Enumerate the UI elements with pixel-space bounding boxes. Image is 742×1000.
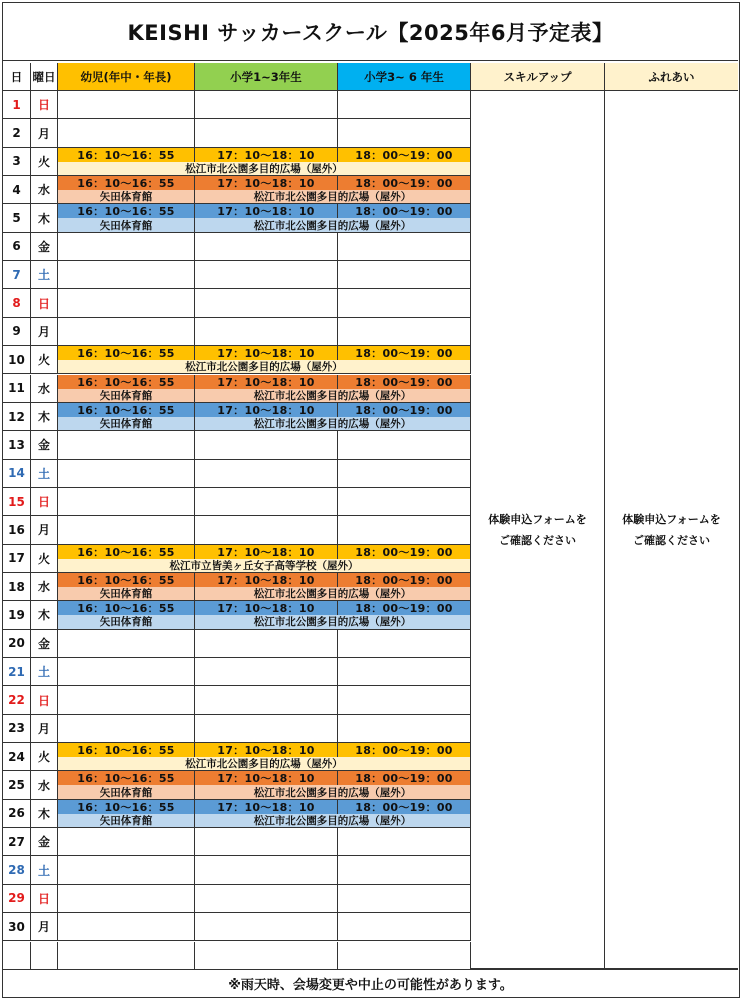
empty-cell (338, 119, 471, 147)
time-slot-youji: 16：10〜16：55 (58, 204, 195, 218)
weekday-label: 土 (31, 658, 58, 686)
empty-cell (338, 91, 471, 119)
empty-cell (338, 233, 471, 261)
empty-cell (58, 828, 195, 856)
empty-cell (58, 686, 195, 714)
day-number (3, 942, 31, 970)
weekday-label: 月 (31, 516, 58, 544)
empty-cell (338, 488, 471, 516)
day-number: 4 (3, 176, 31, 204)
time-slot-youji: 16：10〜16：55 (58, 148, 195, 162)
time-slot-sho13: 17：10〜18：10 (195, 403, 338, 417)
empty-cell (338, 261, 471, 289)
empty-cell (338, 686, 471, 714)
time-slot-sho13: 17：10〜18：10 (195, 346, 338, 360)
venue-label: 松江市北公園多目的広場（屋外） (195, 218, 471, 232)
time-slot-youji: 16：10〜16：55 (58, 771, 195, 785)
day-number: 21 (3, 658, 31, 686)
weekday-label: 金 (31, 828, 58, 856)
empty-cell (195, 516, 338, 544)
empty-cell (195, 261, 338, 289)
day-number: 24 (3, 743, 31, 771)
empty-cell (58, 431, 195, 459)
weekday-label: 土 (31, 856, 58, 884)
time-slot-youji: 16：10〜16：55 (58, 743, 195, 757)
venue-label: 松江市北公園多目的広場（屋外） (195, 785, 471, 799)
empty-cell (195, 686, 338, 714)
empty-cell (338, 942, 471, 970)
day-number: 3 (3, 148, 31, 176)
header-fureai: ふれあい (605, 63, 738, 91)
skillup-note-line2: ご確認ください (499, 533, 576, 547)
header-skillup: スキルアップ (471, 63, 605, 91)
time-slot-youji: 16：10〜16：55 (58, 573, 195, 587)
day-number: 13 (3, 431, 31, 459)
time-slot-sho36: 18：00〜19：00 (338, 601, 471, 615)
time-slot-sho36: 18：00〜19：00 (338, 176, 471, 190)
empty-cell (338, 516, 471, 544)
time-slot-sho36: 18：00〜19：00 (338, 204, 471, 218)
time-slot-sho36: 18：00〜19：00 (338, 573, 471, 587)
empty-cell (338, 658, 471, 686)
weekday-label: 日 (31, 885, 58, 913)
day-number: 27 (3, 828, 31, 856)
time-slot-sho13: 17：10〜18：10 (195, 573, 338, 587)
day-number: 8 (3, 289, 31, 317)
day-number: 18 (3, 573, 31, 601)
empty-cell (195, 856, 338, 884)
time-slot-sho13: 17：10〜18：10 (195, 743, 338, 757)
day-number: 29 (3, 885, 31, 913)
time-slot-sho36: 18：00〜19：00 (338, 346, 471, 360)
empty-cell (195, 318, 338, 346)
time-slot-youji: 16：10〜16：55 (58, 545, 195, 559)
venue-label: 矢田体育館 (58, 814, 195, 828)
weekday-label: 水 (31, 771, 58, 799)
empty-cell (195, 431, 338, 459)
weekday-label: 日 (31, 91, 58, 119)
empty-cell (58, 91, 195, 119)
weekday-label: 木 (31, 204, 58, 232)
venue-label: 矢田体育館 (58, 190, 195, 204)
weekday-label: 水 (31, 176, 58, 204)
weekday-label (31, 942, 58, 970)
venue-label: 松江市立皆美ヶ丘女子高等学校（屋外） (58, 559, 471, 573)
empty-cell (58, 516, 195, 544)
weekday-label: 日 (31, 289, 58, 317)
day-number: 2 (3, 119, 31, 147)
weekday-label: 木 (31, 403, 58, 431)
time-slot-youji: 16：10〜16：55 (58, 800, 195, 814)
empty-cell (58, 630, 195, 658)
empty-cell (195, 488, 338, 516)
day-number: 7 (3, 261, 31, 289)
header-day: 日 (3, 63, 31, 91)
time-slot-youji: 16：10〜16：55 (58, 601, 195, 615)
weekday-label: 金 (31, 431, 58, 459)
venue-label: 松江市北公園多目的広場（屋外） (195, 389, 471, 403)
empty-cell (338, 431, 471, 459)
empty-cell (338, 318, 471, 346)
empty-cell (58, 658, 195, 686)
weekday-label: 日 (31, 686, 58, 714)
time-slot-sho36: 18：00〜19：00 (338, 148, 471, 162)
time-slot-sho36: 18：00〜19：00 (338, 800, 471, 814)
time-slot-sho13: 17：10〜18：10 (195, 800, 338, 814)
empty-cell (58, 942, 195, 970)
venue-label: 矢田体育館 (58, 218, 195, 232)
weekday-label: 火 (31, 148, 58, 176)
day-number: 10 (3, 346, 31, 374)
weekday-label: 木 (31, 601, 58, 629)
time-slot-youji: 16：10〜16：55 (58, 176, 195, 190)
day-number: 30 (3, 913, 31, 941)
day-number: 28 (3, 856, 31, 884)
day-number: 5 (3, 204, 31, 232)
time-slot-sho13: 17：10〜18：10 (195, 204, 338, 218)
day-number: 20 (3, 630, 31, 658)
time-slot-sho13: 17：10〜18：10 (195, 148, 338, 162)
venue-label: 矢田体育館 (58, 615, 195, 629)
weekday-label: 月 (31, 119, 58, 147)
venue-label: 松江市北公園多目的広場（屋外） (58, 757, 471, 771)
weekday-label: 水 (31, 375, 58, 403)
venue-label: 矢田体育館 (58, 417, 195, 431)
venue-label: 松江市北公園多目的広場（屋外） (58, 360, 471, 374)
header-sho13: 小学1~3年生 (195, 63, 338, 91)
empty-cell (58, 856, 195, 884)
empty-cell (195, 913, 338, 941)
time-slot-sho13: 17：10〜18：10 (195, 176, 338, 190)
day-number: 15 (3, 488, 31, 516)
weekday-label: 金 (31, 630, 58, 658)
time-slot-sho36: 18：00〜19：00 (338, 771, 471, 785)
time-slot-sho13: 17：10〜18：10 (195, 601, 338, 615)
weekday-label: 月 (31, 318, 58, 346)
weekday-label: 月 (31, 715, 58, 743)
empty-cell (195, 289, 338, 317)
empty-cell (195, 658, 338, 686)
weekday-label: 日 (31, 488, 58, 516)
header-sho36: 小学3~ 6 年生 (338, 63, 471, 91)
weekday-label: 木 (31, 800, 58, 828)
day-number: 14 (3, 460, 31, 488)
empty-cell (338, 715, 471, 743)
venue-label: 矢田体育館 (58, 389, 195, 403)
empty-cell (195, 630, 338, 658)
weekday-label: 水 (31, 573, 58, 601)
empty-cell (58, 885, 195, 913)
day-number: 1 (3, 91, 31, 119)
skillup-note-line1: 体験申込フォームを (488, 512, 587, 526)
day-number: 26 (3, 800, 31, 828)
header-youji: 幼児(年中・年長) (58, 63, 195, 91)
empty-cell (195, 715, 338, 743)
empty-cell (58, 715, 195, 743)
empty-cell (58, 913, 195, 941)
weekday-label: 火 (31, 743, 58, 771)
empty-cell (58, 119, 195, 147)
empty-cell (58, 488, 195, 516)
time-slot-youji: 16：10〜16：55 (58, 346, 195, 360)
venue-label: 矢田体育館 (58, 785, 195, 799)
empty-cell (338, 460, 471, 488)
day-number: 22 (3, 686, 31, 714)
footer-note: ※雨天時、会場変更や中止の可能性があります。 (3, 969, 738, 997)
empty-cell (195, 942, 338, 970)
time-slot-youji: 16：10〜16：55 (58, 375, 195, 389)
day-number: 25 (3, 771, 31, 799)
fureai-note-line1: 体験申込フォームを (622, 512, 721, 526)
day-number: 23 (3, 715, 31, 743)
time-slot-sho36: 18：00〜19：00 (338, 545, 471, 559)
time-slot-sho36: 18：00〜19：00 (338, 743, 471, 757)
skillup-column (471, 91, 605, 969)
empty-cell (338, 289, 471, 317)
fureai-note-line2: ご確認ください (633, 533, 710, 547)
empty-cell (338, 856, 471, 884)
day-number: 19 (3, 601, 31, 629)
day-number: 17 (3, 545, 31, 573)
empty-cell (338, 885, 471, 913)
weekday-label: 月 (31, 913, 58, 941)
day-number: 12 (3, 403, 31, 431)
day-number: 11 (3, 375, 31, 403)
empty-cell (338, 913, 471, 941)
empty-cell (338, 828, 471, 856)
day-number: 9 (3, 318, 31, 346)
time-slot-sho36: 18：00〜19：00 (338, 375, 471, 389)
empty-cell (195, 119, 338, 147)
empty-cell (58, 460, 195, 488)
venue-label: 矢田体育館 (58, 587, 195, 601)
time-slot-sho13: 17：10〜18：10 (195, 375, 338, 389)
venue-label: 松江市北公園多目的広場（屋外） (195, 417, 471, 431)
weekday-label: 火 (31, 346, 58, 374)
weekday-label: 土 (31, 460, 58, 488)
day-number: 6 (3, 233, 31, 261)
venue-label: 松江市北公園多目的広場（屋外） (58, 162, 471, 176)
empty-cell (58, 318, 195, 346)
empty-cell (58, 233, 195, 261)
schedule-sheet (2, 2, 740, 998)
empty-cell (195, 91, 338, 119)
empty-cell (195, 233, 338, 261)
header-weekday: 曜日 (31, 63, 58, 91)
venue-label: 松江市北公園多目的広場（屋外） (195, 814, 471, 828)
venue-label: 松江市北公園多目的広場（屋外） (195, 190, 471, 204)
time-slot-youji: 16：10〜16：55 (58, 403, 195, 417)
weekday-label: 金 (31, 233, 58, 261)
venue-label: 松江市北公園多目的広場（屋外） (195, 587, 471, 601)
empty-cell (58, 289, 195, 317)
empty-cell (195, 460, 338, 488)
weekday-label: 火 (31, 545, 58, 573)
empty-cell (338, 630, 471, 658)
time-slot-sho13: 17：10〜18：10 (195, 545, 338, 559)
empty-cell (58, 261, 195, 289)
empty-cell (195, 885, 338, 913)
day-number: 16 (3, 516, 31, 544)
weekday-label: 土 (31, 261, 58, 289)
time-slot-sho13: 17：10〜18：10 (195, 771, 338, 785)
page-title: KEISHI サッカースクール【2025年6月予定表】 (3, 3, 738, 61)
empty-cell (195, 828, 338, 856)
venue-label: 松江市北公園多目的広場（屋外） (195, 615, 471, 629)
time-slot-sho36: 18：00〜19：00 (338, 403, 471, 417)
fureai-column (605, 91, 738, 969)
